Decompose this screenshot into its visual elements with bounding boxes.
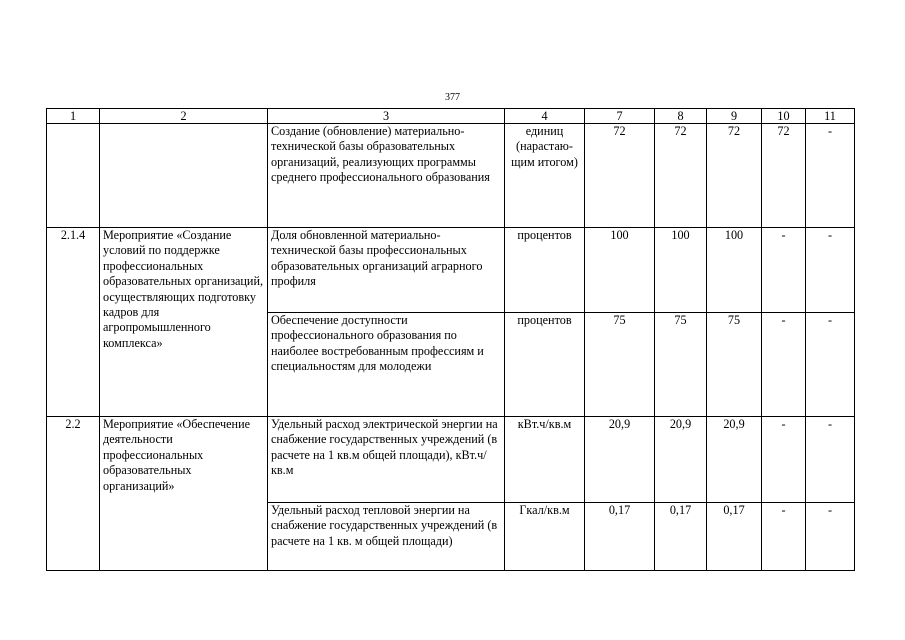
event-cell — [100, 124, 268, 228]
value-cell-11: - — [806, 313, 855, 417]
table-row — [47, 228, 855, 313]
header-cell: 3 — [268, 109, 505, 124]
header-cell: 11 — [806, 109, 855, 124]
unit-cell: единиц (нарастаю-щим итогом) — [505, 124, 585, 228]
value-cell-11: - — [806, 124, 855, 228]
indicator-cell: Обеспечение доступности профессионального образования по наиболее востребованным профессиям и специальностям для молодежи — [268, 313, 505, 417]
page-number: 377 — [445, 92, 460, 103]
row-number-cell: 2.1.4 — [47, 228, 100, 417]
value-cell-8: 72 — [655, 124, 707, 228]
indicator-cell: Доля обновленной материально-технической базы профессиональных образовательных организаций аграрного профиля — [268, 228, 505, 313]
value-cell-9: 20,9 — [707, 417, 762, 503]
value-cell-7: 75 — [585, 313, 655, 417]
event-cell: Мероприятие «Обеспечение деятельности профессиональных образовательных организаций» — [100, 417, 268, 571]
value-cell-7: 100 — [585, 228, 655, 313]
value-cell-8: 20,9 — [655, 417, 707, 503]
unit-cell: процентов — [505, 228, 585, 313]
value-cell-7: 20,9 — [585, 417, 655, 503]
value-cell-10: - — [762, 503, 806, 571]
header-cell: 9 — [707, 109, 762, 124]
value-cell-10: - — [762, 228, 806, 313]
table-header-row — [47, 109, 855, 124]
value-cell-9: 100 — [707, 228, 762, 313]
value-cell-11: - — [806, 228, 855, 313]
table-row — [47, 124, 855, 228]
value-cell-7: 72 — [585, 124, 655, 228]
value-cell-10: - — [762, 313, 806, 417]
unit-cell: кВт.ч/кв.м — [505, 417, 585, 503]
value-cell-7: 0,17 — [585, 503, 655, 571]
unit-cell: процентов — [505, 313, 585, 417]
indicator-cell: Удельный расход электрической энергии на снабжение государственных учреждений (в расчете на 1 кв.м общей площади), кВт.ч/кв.м — [268, 417, 505, 503]
value-cell-8: 0,17 — [655, 503, 707, 571]
indicators-table — [46, 108, 855, 571]
value-cell-9: 75 — [707, 313, 762, 417]
indicator-cell: Удельный расход тепловой энергии на снабжение государственных учреждений (в расчете на 1 кв. м общей площади) — [268, 503, 505, 571]
header-cell: 10 — [762, 109, 806, 124]
row-number-cell: 2.2 — [47, 417, 100, 571]
row-number-cell — [47, 124, 100, 228]
header-cell: 2 — [100, 109, 268, 124]
value-cell-9: 72 — [707, 124, 762, 228]
unit-cell: Гкал/кв.м — [505, 503, 585, 571]
table-row — [47, 417, 855, 503]
value-cell-11: - — [806, 503, 855, 571]
header-cell: 7 — [585, 109, 655, 124]
header-cell: 1 — [47, 109, 100, 124]
value-cell-8: 75 — [655, 313, 707, 417]
value-cell-11: - — [806, 417, 855, 503]
event-cell: Мероприятие «Создание условий по поддержке профессиональных образовательных организаций, осуществляющих подготовку кадров для агропромышленного комплекса» — [100, 228, 268, 417]
value-cell-10: 72 — [762, 124, 806, 228]
header-cell: 4 — [505, 109, 585, 124]
value-cell-10: - — [762, 417, 806, 503]
value-cell-8: 100 — [655, 228, 707, 313]
header-cell: 8 — [655, 109, 707, 124]
value-cell-9: 0,17 — [707, 503, 762, 571]
indicator-cell: Создание (обновление) материально-технической базы образовательных организаций, реализующих программы среднего профессионального образования — [268, 124, 505, 228]
